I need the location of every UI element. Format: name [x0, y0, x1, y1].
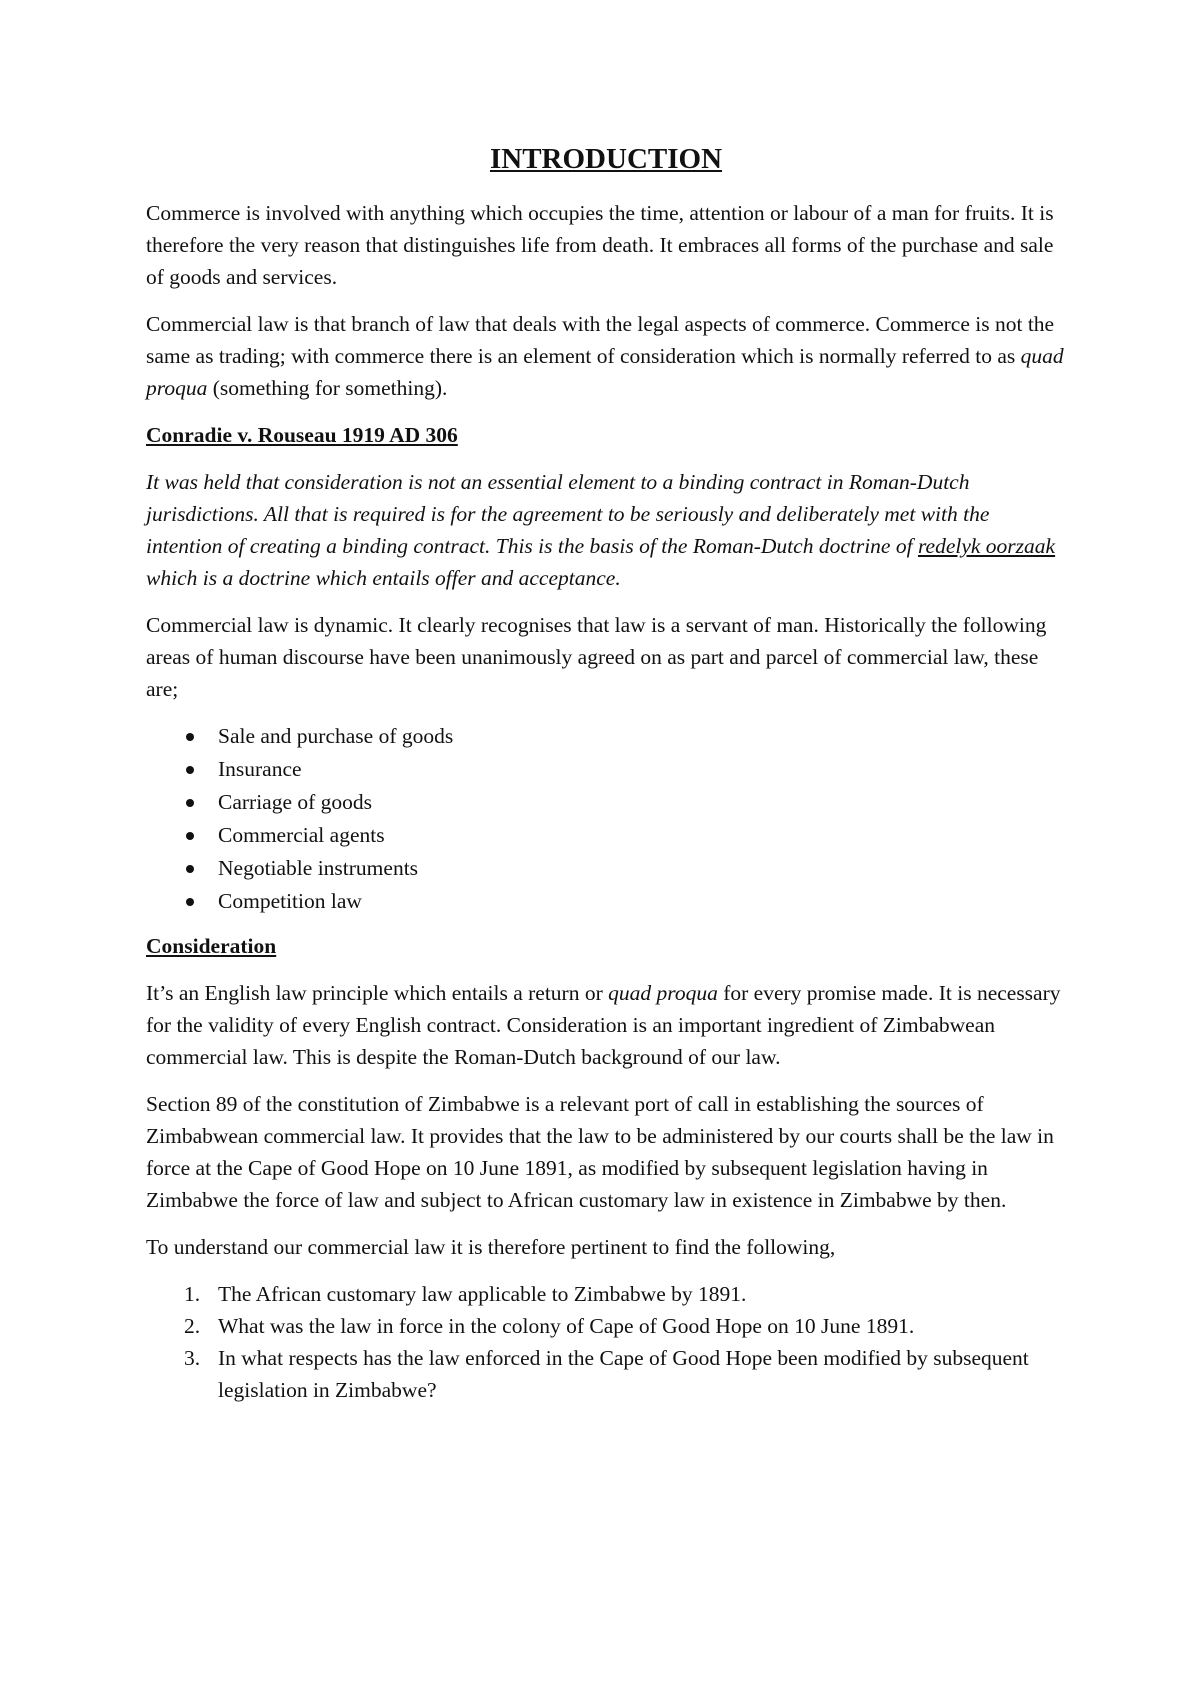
- numbered-list: [146, 1278, 1066, 1406]
- bullet-icon: [186, 799, 194, 807]
- list-item-text: Sale and purchase of goods: [218, 723, 454, 748]
- list-item: [146, 1278, 1066, 1310]
- case-heading: Conradie v. Rouseau 1919 AD 306: [146, 422, 458, 447]
- list-item-text: Commercial agents: [218, 822, 385, 847]
- list-number: 2.: [184, 1313, 201, 1338]
- list-item-text: Carriage of goods: [218, 789, 373, 814]
- bullet-icon: [186, 766, 194, 774]
- paragraph-text: It’s an English law principle which entails a return or: [146, 980, 609, 1005]
- list-item-text: Insurance: [218, 756, 302, 781]
- consideration-heading: Consideration: [146, 933, 277, 958]
- list-item-text: Negotiable instruments: [218, 855, 419, 880]
- paragraph-text: for every promise made. It is necessary for the validity of every English contract. Consideration is an important ingredient of Zimbabwean commercial law. This is despite the Roman-Dutch background of our law.: [146, 980, 1061, 1069]
- paragraph-consideration: [146, 977, 1066, 1073]
- list-item: [146, 753, 1066, 786]
- commercial-law-areas-list: [146, 720, 1066, 918]
- bullet-icon: [186, 832, 194, 840]
- case-summary: [146, 466, 1066, 594]
- list-item-text: In what respects has the law enforced in the Cape of Good Hope been modified by subsequent legislation in Zimbabwe?: [218, 1345, 1029, 1402]
- paragraph-text: (something for something).: [207, 375, 448, 400]
- latin-term: quad proqua: [608, 980, 718, 1005]
- bullet-icon: [186, 733, 194, 741]
- paragraph-commercial-law: [146, 308, 1066, 404]
- case-text: It was held that consideration is not an essential element to a binding contract in Roman-Dutch jurisdictions. All that is required is for the agreement to be seriously and deliberately met with the intention of creating a binding contract. This is the basis of the Roman-Dutch doctrine of: [146, 469, 990, 558]
- list-item: [146, 852, 1066, 885]
- paragraph-text: Commercial law is that branch of law that deals with the legal aspects of commerce. Commerce is not the same as trading; with commerce there is an element of consideration which is normally referred to as: [146, 311, 1055, 368]
- paragraph-section-89: Section 89 of the constitution of Zimbabwe is a relevant port of call in establishing the sources of Zimbabwean commercial law. It provides that the law to be administered by our courts shall be the law in force at the Cape of Good Hope on 10 June 1891, as modified by subsequent legislation having in Zimbabwe the force of law and subject to African customary law in existence in Zimbabwe by then.: [146, 1091, 1054, 1212]
- document-page: [146, 142, 1066, 1406]
- list-item: [146, 819, 1066, 852]
- paragraph-commerce-definition: Commerce is involved with anything which occupies the time, attention or labour of a man for fruits. It is therefore the very reason that distinguishes life from death. It embraces all forms of the purchase and sale of goods and services.: [146, 200, 1054, 289]
- paragraph-dynamic: Commercial law is dynamic. It clearly recognises that law is a servant of man. Historically the following areas of human discourse have been unanimously agreed on as part and parcel of commercial law, these are;: [146, 612, 1047, 701]
- list-item-text: Competition law: [218, 888, 362, 913]
- list-number: 1.: [184, 1281, 201, 1306]
- list-item: [146, 720, 1066, 753]
- page-title: INTRODUCTION: [489, 143, 723, 175]
- bullet-icon: [186, 898, 194, 906]
- list-item: [146, 1342, 1066, 1406]
- doctrine-term: redelyk oorzaak: [917, 533, 1056, 558]
- list-item-text: What was the law in force in the colony of Cape of Good Hope on 10 June 1891.: [218, 1313, 915, 1338]
- list-item-text: The African customary law applicable to Zimbabwe by 1891.: [218, 1281, 747, 1306]
- case-text: which is a doctrine which entails offer and acceptance.: [146, 565, 621, 590]
- paragraph-pertinent: To understand our commercial law it is therefore pertinent to find the following,: [146, 1234, 836, 1259]
- list-item: [146, 1310, 1066, 1342]
- list-item: [146, 786, 1066, 819]
- bullet-icon: [186, 865, 194, 873]
- list-item: [146, 885, 1066, 918]
- latin-term: quad proqua: [146, 343, 1064, 400]
- list-number: 3.: [184, 1345, 201, 1370]
